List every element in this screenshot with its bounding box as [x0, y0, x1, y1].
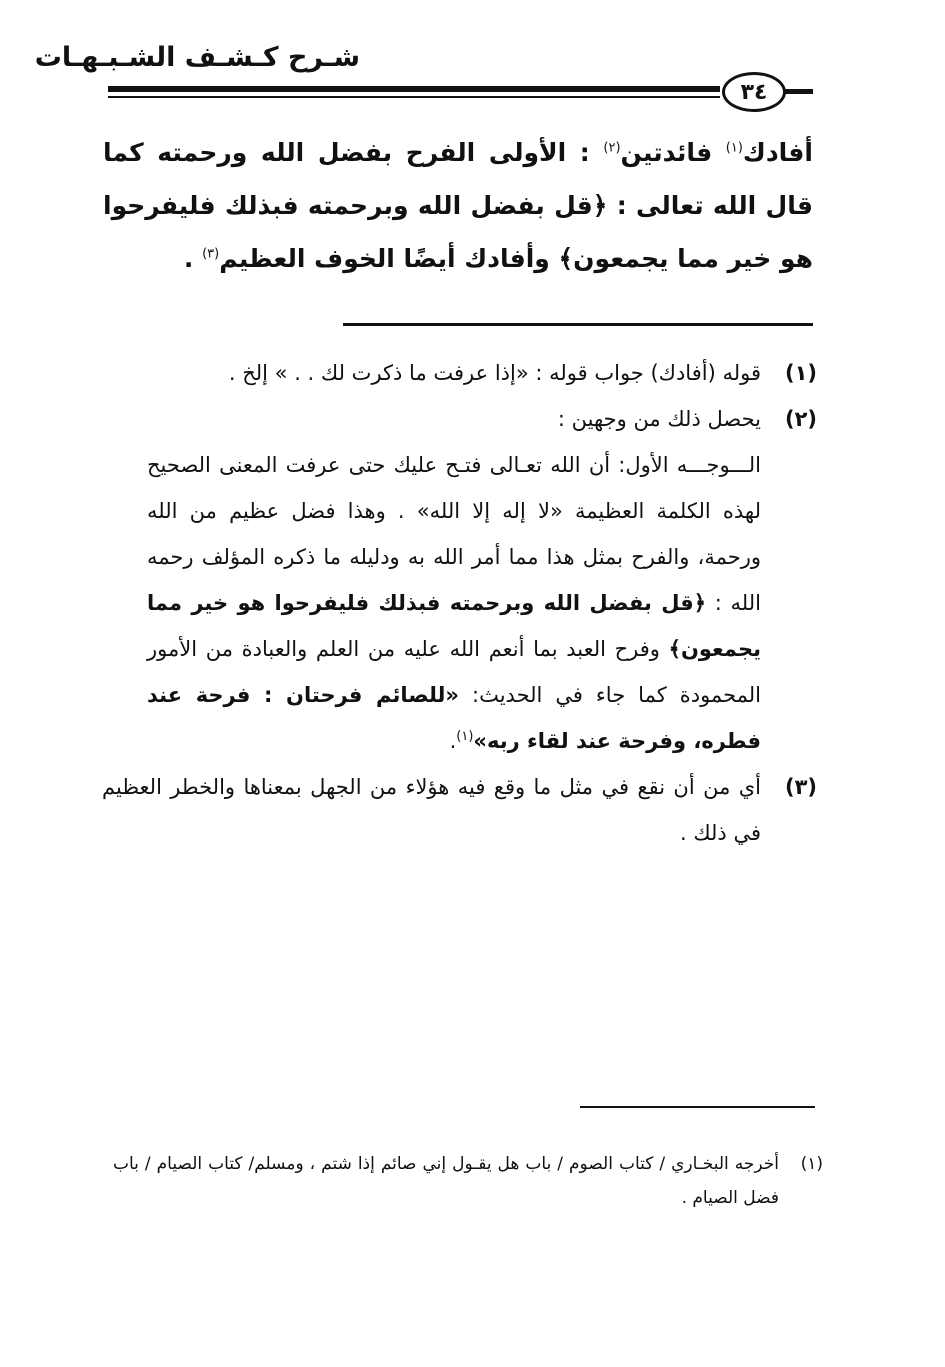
main-text-start: أفادك	[742, 138, 813, 167]
note-2-quran: ﴿قل بفضل الله وبرحمته فبذلك فليفرحوا هو خير مما يجمعون﴾	[147, 591, 761, 661]
note-3	[102, 764, 817, 856]
footnote-ref-2: (٢)	[603, 140, 621, 156]
note-2-end: .	[449, 729, 457, 753]
page-number-dash	[783, 89, 813, 94]
note-1-number: (١)	[784, 361, 817, 385]
note-2-part-a: الـــوجـــه الأول: أن الله تعـالى فتـح عليك حتى عرفت المعنى الصحيح لهذه الكلمة العظيمة «لا إله إلا الله» . وهذا فضل عظيم من الله ورحمة، والفرح بمثل هذا مما أمر الله به ودليله ما ذكره المؤلف رحمه الله :	[147, 453, 761, 615]
footnote-number: (١)	[800, 1154, 823, 1174]
main-text-body: : الأولى الفرح بفضل الله ورحمته كما قال الله تعالى : ﴿قل بفضل الله وبرحمته فبذلك فليفرحوا هو خير مما يجمعون﴾ وأفادك أيضًا الخوف العظيم	[103, 138, 813, 273]
note-2-body	[147, 442, 761, 764]
running-title: شـرح كـشـف الشـبـهـات	[34, 42, 360, 73]
note-3-text: أي من أن نقع في مثل ما وقع فيه هؤلاء من الجهل بمعناها والخطر العظيم في ذلك .	[102, 775, 761, 845]
footnote-ref-3: (٣)	[202, 246, 220, 262]
note-1	[102, 350, 817, 396]
note-2-part-b: وفرح العبد بما أنعم الله عليه من العلم والعبادة من الأمور المحمودة كما جاء في الحديث:	[147, 637, 761, 707]
footnote-rule	[580, 1106, 815, 1108]
notes-separator	[343, 323, 813, 326]
note-2	[102, 396, 817, 764]
note-3-number: (٣)	[784, 775, 817, 799]
note-1-text: قوله (أفادك) جواب قوله : «إذا عرفت ما ذكرت لك . . » إلخ .	[228, 361, 761, 385]
commentary-notes	[102, 350, 817, 856]
main-text-end: .	[183, 244, 203, 273]
footnote-text: أخرجه البخـاري / كتاب الصوم / باب هل يقـول إني صائم إذا شتم ، ومسلم/ كتاب الصيام / باب فضل الصيام .	[113, 1154, 779, 1208]
note-2-heading: يحصل ذلك من وجهين :	[557, 407, 761, 431]
page-number-badge	[722, 72, 786, 112]
main-text-word2: فائدتين	[620, 138, 726, 167]
page-number: ٣٤	[740, 79, 768, 105]
main-paragraph	[103, 126, 813, 285]
header-rule	[108, 86, 720, 92]
page-footnote	[113, 1147, 823, 1215]
footnote-ref-1: (١)	[725, 140, 743, 156]
note-2-hadith: «للصائم فرحتان : فرحة عند فطره، وفرحة عند لقاء ربه»	[147, 683, 761, 753]
note-2-number: (٢)	[784, 407, 817, 431]
note-2-ref: (١)	[456, 729, 474, 744]
header-rule-thin	[108, 96, 720, 98]
